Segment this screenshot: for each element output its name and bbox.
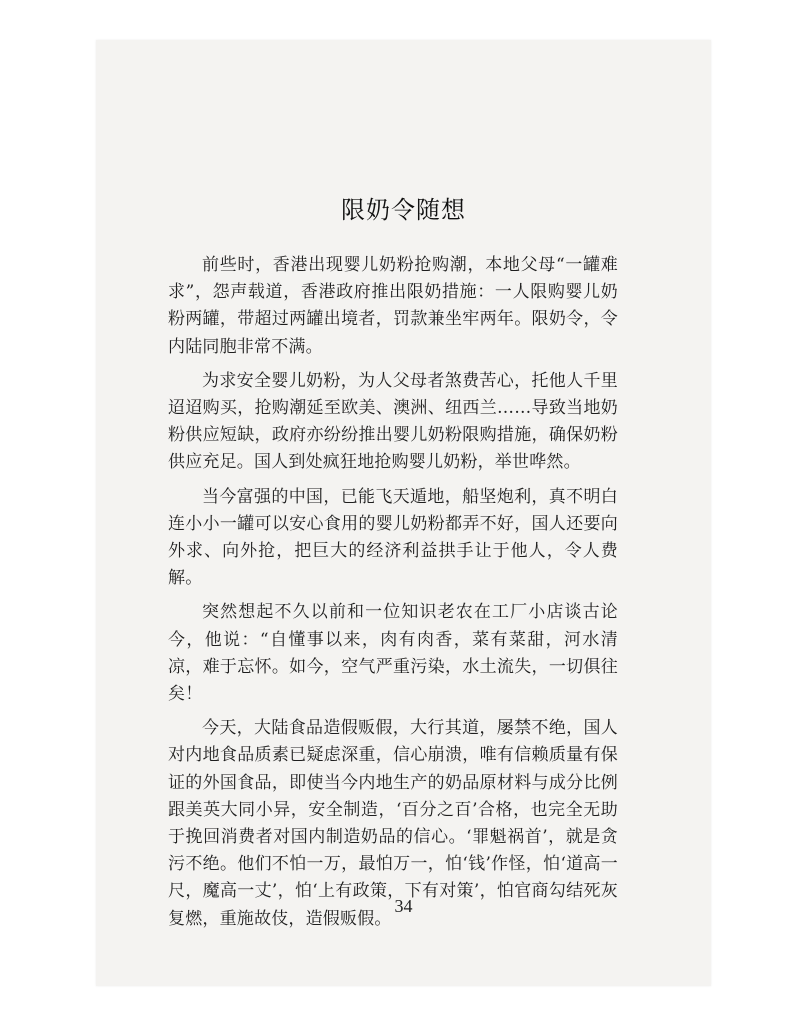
paragraph: 当今富强的中国，已能飞天遁地，船坚炮利，真不明白连小小一罐可以安心食用的婴儿奶粉都弄不好，国人还要向外求、向外抢，把巨大的经济利益拱手让于他人，令人费解。	[168, 486, 618, 589]
paragraph: 为求安全婴儿奶粉，为人父母者煞费苦心，托他人千里迢迢购买，抢购潮延至欧美、澳洲、纽西兰……导致当地奶粉供应短缺，政府亦纷纷推出婴儿奶粉限购措施，确保奶粉供应充足。国人到处疯狂地抢购婴儿奶粉，举世哗然。	[168, 370, 618, 473]
paragraph: 前些时，香港出现婴儿奶粉抢购潮，本地父母“一罐难求”，怨声载道，香港政府推出限奶措施：一人限购婴儿奶粉两罐，带超过两罐出境者，罚款兼坐牢两年。限奶令，令内陆同胞非常不满。	[168, 255, 618, 357]
page-number: 34	[394, 896, 413, 916]
article-body	[168, 252, 618, 940]
book-page	[96, 40, 711, 986]
page-title: 限奶令随想	[341, 196, 466, 224]
paragraph: 突然想起不久以前和一位知识老农在工厂小店谈古论今，他说：“自懂事以来，肉有肉香，菜有菜甜，河水清凉，难于忘怀。如今，空气严重污染，水土流失，一切俱往矣！	[168, 602, 618, 705]
paragraph: 今天，大陆食品造假贩假，大行其道，屡禁不绝，国人对内地食品质素已疑虑深重，信心崩溃，唯有信赖质量有保证的外国食品，即使当今内地生产的奶品原材料与成分比例跟美英大同小异，安全制造，‘百分之百’合格，也完全无助于挽回消费者对国内制造奶品的信心。‘罪魁祸首’，就是贪污不绝。他们不怕一万，最怕万一，怕‘钱’作怪，怕‘道高一尺，魔高一丈’，怕‘上有政策，下有对策’，怕官商勾结死灰复燃，重施故伎，造假贩假。	[168, 718, 618, 929]
